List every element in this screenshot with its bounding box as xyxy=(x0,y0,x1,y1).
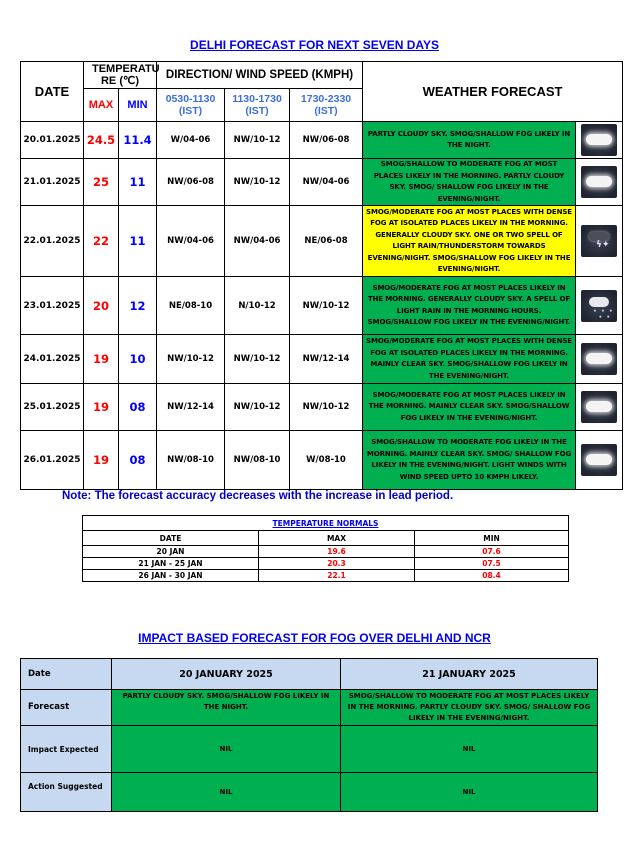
forecast-row xyxy=(21,206,623,277)
forecast-row xyxy=(21,384,623,431)
wind-slot-3: NW/10-12 xyxy=(290,384,363,431)
wind-slot-1: NE/08-10 xyxy=(157,277,225,335)
forecast-date: 24.01.2025 xyxy=(21,335,84,384)
header-temperature: TEMPERATU RE (℃) xyxy=(84,62,157,89)
wind-slot-3: NW/12-14 xyxy=(290,335,363,384)
forecast-row xyxy=(21,159,623,206)
weather-forecast-text: SMOG/SHALLOW TO MODERATE FOG LIKELY IN THE MORNING. MAINLY CLEAR SKY. SMOG/ SHALLOW FOG LIKELY IN THE EVENING/NIGHT. LIGHT WINDS WITH WIND SPEED UPTO 10 KMPH LIKELY. xyxy=(363,431,576,490)
wind-slot-3: NE/06-08 xyxy=(290,206,363,277)
fog-icon xyxy=(581,391,617,423)
header-wind-slot-3: 1730-2330 (IST) xyxy=(290,89,363,122)
normals-date: 20 JAN xyxy=(83,546,259,558)
impact-forecast-table xyxy=(20,658,598,812)
wind-slot-2: N/10-12 xyxy=(225,277,290,335)
normals-max: 22.1 xyxy=(259,570,415,582)
wind-slot-1: NW/06-08 xyxy=(157,159,225,206)
header-wind-slot-1: 0530-1130 (IST) xyxy=(157,89,225,122)
weather-forecast-text: SMOG/SHALLOW TO MODERATE FOG AT MOST PLACES LIKELY IN THE MORNING. PARTLY CLOUDY SKY. SMOG/ SHALLOW FOG LIKELY IN THE EVENING/NIGHT. xyxy=(363,159,576,206)
main-title: DELHI FORECAST FOR NEXT SEVEN DAYS xyxy=(190,38,439,52)
max-temperature: 25 xyxy=(84,159,119,206)
action-suggested-2: NIL xyxy=(341,773,598,812)
normals-max: 19.6 xyxy=(259,546,415,558)
forecast-row xyxy=(21,335,623,384)
action-suggested-1: NIL xyxy=(112,773,341,812)
fog-icon xyxy=(581,343,617,375)
wind-slot-3: NW/04-06 xyxy=(290,159,363,206)
forecast-date: 26.01.2025 xyxy=(21,431,84,490)
forecast-row xyxy=(21,431,623,490)
weather-forecast-text: SMOG/MODERATE FOG AT MOST PLACES LIKELY IN THE MORNING. MAINLY CLEAR SKY. SMOG/SHALLOW FOG LIKELY IN THE EVENING/NIGHT. xyxy=(363,384,576,431)
forecast-date: 20.01.2025 xyxy=(21,122,84,159)
weather-forecast-text: SMOG/MODERATE FOG AT MOST PLACES WITH DENSE FOG AT ISOLATED PLACES LIKELY IN THE MORNING. GENERALLY CLOUDY SKY. ONE OR TWO SPELL OF LIGHT RAIN/THUNDERSTORM TOWARDS EVENING/NIGHT. SMOG/SHALLOW FOG LIKELY IN THE EVENING/NIGHT. xyxy=(363,206,576,277)
min-temperature: 08 xyxy=(119,384,157,431)
wind-slot-2: NW/10-12 xyxy=(225,122,290,159)
forecast-row xyxy=(21,277,623,335)
min-temperature: 11 xyxy=(119,159,157,206)
weather-icon-cell xyxy=(576,122,623,159)
wind-slot-2: NW/10-12 xyxy=(225,384,290,431)
forecast-date: 25.01.2025 xyxy=(21,384,84,431)
impact-date-1: 20 JANUARY 2025 xyxy=(112,659,341,690)
seven-day-forecast-table xyxy=(20,61,623,490)
temperature-normals-table xyxy=(82,515,569,582)
impact-forecast-2: SMOG/SHALLOW TO MODERATE FOG AT MOST PLACES LIKELY IN THE MORNING. PARTLY CLOUDY SKY. SMOG/ SHALLOW FOG LIKELY IN THE EVENING/NIGHT. xyxy=(341,690,598,726)
header-date: DATE xyxy=(21,62,84,122)
min-temperature: 08 xyxy=(119,431,157,490)
wind-slot-2: NW/08-10 xyxy=(225,431,290,490)
weather-icon-cell xyxy=(576,384,623,431)
normals-header-date: DATE xyxy=(83,531,259,546)
max-temperature: 22 xyxy=(84,206,119,277)
wind-slot-1: W/04-06 xyxy=(157,122,225,159)
impact-label-impact: Impact Expected xyxy=(21,726,112,773)
max-temperature: 20 xyxy=(84,277,119,335)
max-temperature: 19 xyxy=(84,335,119,384)
header-min: MIN xyxy=(119,89,157,122)
header-weather-forecast: WEATHER FORECAST xyxy=(363,62,623,122)
fog-icon xyxy=(581,166,617,198)
impact-forecast-1: PARTLY CLOUDY SKY. SMOG/SHALLOW FOG LIKELY IN THE NIGHT. xyxy=(112,690,341,726)
normals-row xyxy=(83,546,569,558)
normals-header-min: MIN xyxy=(415,531,569,546)
header-wind: DIRECTION/ WIND SPEED (KMPH) xyxy=(157,62,363,89)
weather-forecast-text: PARTLY CLOUDY SKY. SMOG/SHALLOW FOG LIKELY IN THE NIGHT. xyxy=(363,122,576,159)
wind-slot-3: W/08-10 xyxy=(290,431,363,490)
impact-label-action: Action Suggested xyxy=(21,773,112,812)
max-temperature: 19 xyxy=(84,431,119,490)
weather-icon-cell xyxy=(576,206,623,277)
light-rain-icon: • • • • • xyxy=(581,290,617,322)
wind-slot-2: NW/10-12 xyxy=(225,159,290,206)
fog-icon xyxy=(581,444,617,476)
forecast-date: 21.01.2025 xyxy=(21,159,84,206)
impact-label-forecast: Forecast xyxy=(21,690,112,726)
impact-expected-2: NIL xyxy=(341,726,598,773)
normals-date: 26 JAN - 30 JAN xyxy=(83,570,259,582)
weather-icon-cell xyxy=(576,431,623,490)
forecast-date: 23.01.2025 xyxy=(21,277,84,335)
min-temperature: 11.4 xyxy=(119,122,157,159)
wind-slot-1: NW/08-10 xyxy=(157,431,225,490)
impact-expected-1: NIL xyxy=(112,726,341,773)
wind-slot-3: NW/10-12 xyxy=(290,277,363,335)
normals-row xyxy=(83,558,569,570)
normals-min: 07.5 xyxy=(415,558,569,570)
weather-icon-cell xyxy=(576,277,623,335)
normals-date: 21 JAN - 25 JAN xyxy=(83,558,259,570)
impact-label-date: Date xyxy=(21,659,112,690)
normals-min: 07.6 xyxy=(415,546,569,558)
wind-slot-2: NW/04-06 xyxy=(225,206,290,277)
normals-caption: TEMPERATURE NORMALS xyxy=(83,516,569,531)
thunderstorm-icon: ϟ✦ xyxy=(581,225,617,257)
wind-slot-3: NW/06-08 xyxy=(290,122,363,159)
min-temperature: 11 xyxy=(119,206,157,277)
weather-forecast-text: SMOG/MODERATE FOG AT MOST PLACES WITH DENSE FOG AT ISOLATED PLACES LIKELY IN THE MORNING. MAINLY CLEAR SKY. SMOG/SHALLOW FOG LIKELY IN THE EVENING/NIGHT. xyxy=(363,335,576,384)
min-temperature: 12 xyxy=(119,277,157,335)
normals-row xyxy=(83,570,569,582)
fog-icon xyxy=(581,124,617,156)
forecast-row xyxy=(21,122,623,159)
wind-slot-1: NW/12-14 xyxy=(157,384,225,431)
weather-forecast-text: SMOG/MODERATE FOG AT MOST PLACES LIKELY IN THE MORNING. GENERALLY CLOUDY SKY. A SPELL OF LIGHT RAIN IN THE MORNING HOURS. SMOG/SHALLOW FOG LIKELY IN THE EVENING/NIGHT. xyxy=(363,277,576,335)
max-temperature: 19 xyxy=(84,384,119,431)
forecast-note: Note: The forecast accuracy decreases with the increase in lead period. xyxy=(62,490,454,502)
weather-icon-cell xyxy=(576,159,623,206)
max-temperature: 24.5 xyxy=(84,122,119,159)
weather-icon-cell xyxy=(576,335,623,384)
header-max: MAX xyxy=(84,89,119,122)
impact-title: IMPACT BASED FORECAST FOR FOG OVER DELHI AND NCR xyxy=(138,631,491,645)
forecast-date: 22.01.2025 xyxy=(21,206,84,277)
wind-slot-1: NW/04-06 xyxy=(157,206,225,277)
normals-max: 20.3 xyxy=(259,558,415,570)
impact-date-2: 21 JANUARY 2025 xyxy=(341,659,598,690)
header-wind-slot-2: 1130-1730 (IST) xyxy=(225,89,290,122)
wind-slot-1: NW/10-12 xyxy=(157,335,225,384)
min-temperature: 10 xyxy=(119,335,157,384)
wind-slot-2: NW/10-12 xyxy=(225,335,290,384)
normals-min: 08.4 xyxy=(415,570,569,582)
normals-header-max: MAX xyxy=(259,531,415,546)
